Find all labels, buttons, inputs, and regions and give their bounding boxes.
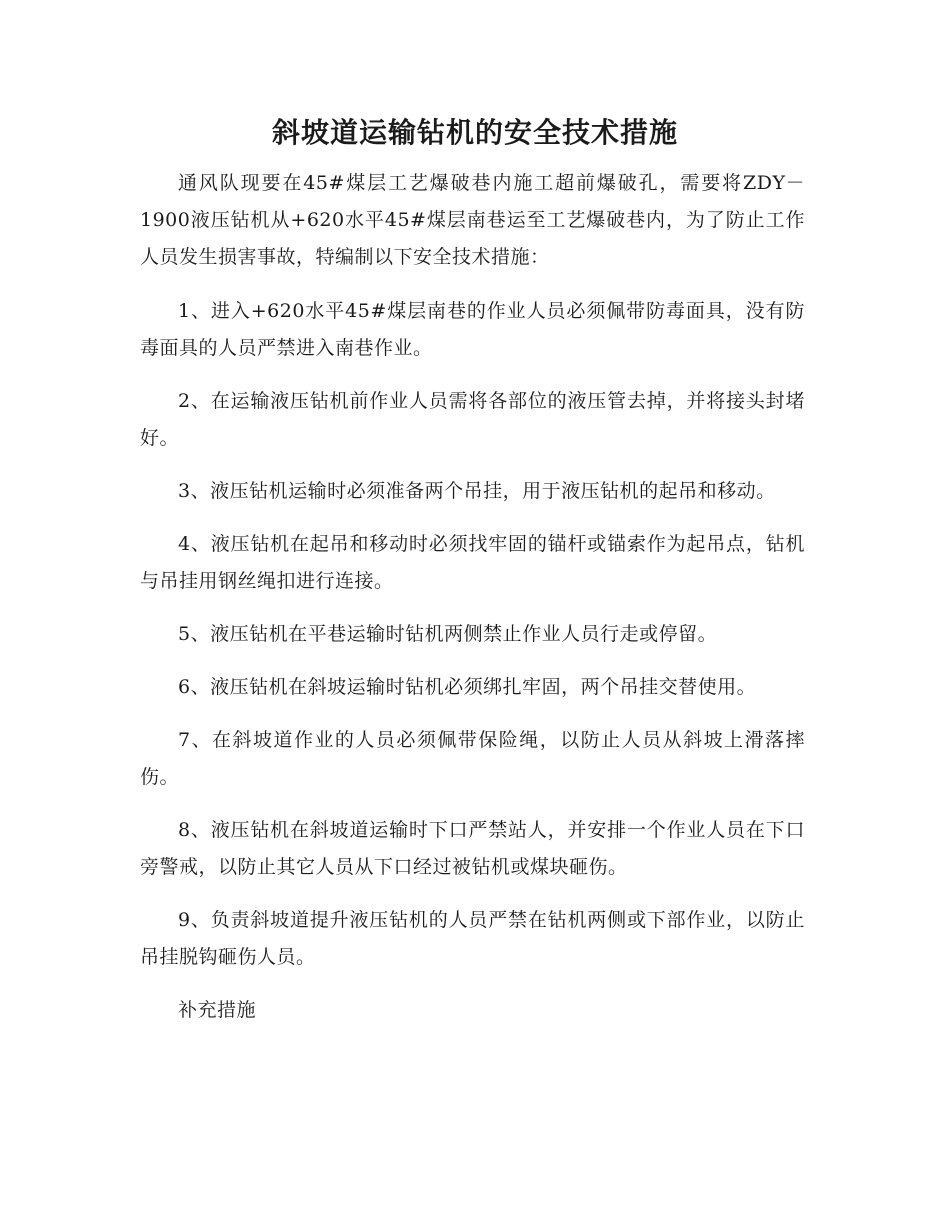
measure-item-2: 2、在运输液压钻机前作业人员需将各部位的液压管去掉，并将接头封堵好。 [140, 390, 805, 449]
intro-paragraph: 通风队现要在45#煤层工艺爆破巷内施工超前爆破孔，需要将ZDY－1900液压钻机从+620水平45#煤层南巷运至工艺爆破巷内，为了防止工作人员发生损害事故，特编制以下安全技术措施： [140, 172, 805, 268]
measure-item-3: 3、液压钻机运输时必须准备两个吊挂，用于液压钻机的起吊和移动。 [178, 480, 776, 502]
measure-item-6: 6、液压钻机在斜坡运输时钻机必须绑扎牢固，两个吊挂交替使用。 [178, 676, 757, 698]
document-body [140, 165, 805, 1029]
document-title: 斜坡道运输钻机的安全技术措施 [271, 116, 678, 149]
measure-item-1: 1、进入+620水平45#煤层南巷的作业人员必须佩带防毒面具，没有防毒面具的人员严禁进入南巷作业。 [140, 300, 805, 359]
measure-item-8: 8、液压钻机在斜坡道运输时下口严禁站人，并安排一个作业人员在下口旁警戒，以防止其它人员从下口经过被钻机或煤块砸伤。 [140, 819, 805, 878]
measure-item-7: 7、在斜坡道作业的人员必须佩带保险绳，以防止人员从斜坡上滑落摔伤。 [140, 729, 805, 788]
measure-item-4: 4、液压钻机在起吊和移动时必须找牢固的锚杆或锚索作为起吊点，钻机与吊挂用钢丝绳扣进行连接。 [140, 533, 805, 592]
measure-item-9: 9、负责斜坡道提升液压钻机的人员严禁在钻机两侧或下部作业，以防止吊挂脱钩砸伤人员。 [140, 909, 805, 968]
supplement-heading: 补充措施 [178, 999, 257, 1021]
measure-item-5: 5、液压钻机在平巷运输时钻机两侧禁止作业人员行走或停留。 [178, 623, 718, 645]
